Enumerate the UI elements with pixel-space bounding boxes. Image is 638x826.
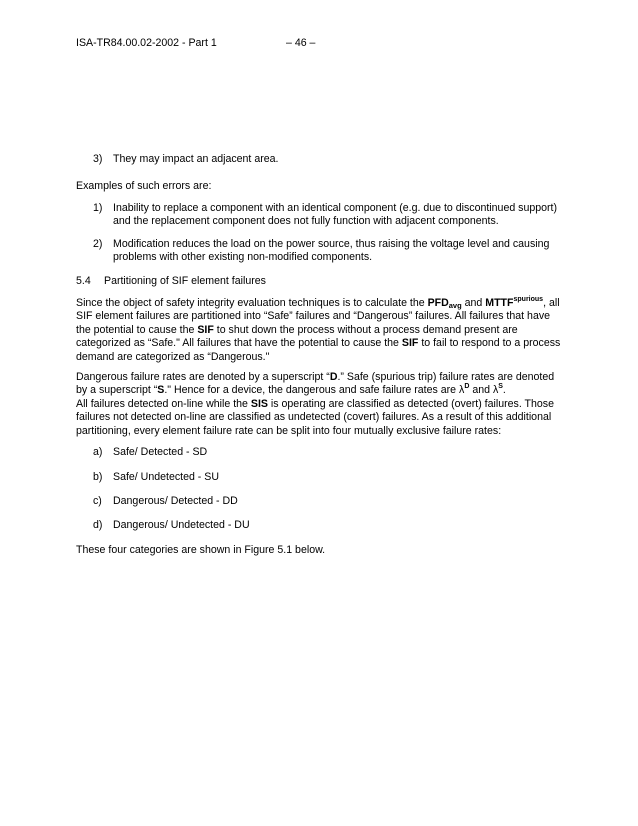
- lambda-symbol: λ: [492, 384, 499, 397]
- header-page-number: – 46 –: [286, 37, 316, 49]
- list-item-letter: d): [93, 519, 103, 531]
- section-title: Partitioning of SIF element failures: [104, 275, 266, 287]
- lambda-superscript: S: [498, 383, 503, 391]
- superscript-s-term: S: [157, 384, 165, 397]
- superscript-d-term: D: [329, 371, 338, 383]
- text-run: .: [502, 384, 506, 397]
- text-run: to fail to respond to a process demand are categorized as “Dangerous.": [76, 337, 561, 363]
- text-run: and: [469, 384, 493, 397]
- text-run: ." Hence for a device, the dangerous and safe failure rates are: [164, 384, 460, 397]
- sis-term: SIS: [250, 397, 268, 410]
- lambda-superscript: D: [464, 383, 470, 391]
- sif-term: SIF: [401, 337, 419, 350]
- pfd-term: PFD: [427, 297, 449, 309]
- text-run: All failures detected on-line while the: [76, 397, 251, 410]
- list-item-number: 1): [93, 202, 103, 214]
- text-run: , all SIF element failures are partitioned into “Safe” failures and “Dangerous” failures. All failures that have the potential to cause the: [76, 297, 560, 336]
- list-item-text: Dangerous/ Detected - DD: [113, 495, 238, 507]
- paragraph-partitioning: [76, 297, 566, 364]
- list-item-letter: b): [93, 471, 103, 483]
- list-item-text: Dangerous/ Undetected - DU: [113, 519, 250, 531]
- list-item-letter: a): [93, 446, 103, 458]
- header-doc-id: ISA-TR84.00.02-2002 - Part 1: [76, 37, 217, 49]
- sif-term: SIF: [197, 323, 214, 336]
- section-number: 5.4: [76, 275, 91, 287]
- list-item-number: 3): [93, 153, 103, 165]
- list-item-number: 2): [93, 238, 103, 250]
- list-item-text: Modification reduces the load on the power source, thus raising the voltage level and causing problems with other existing non-modified components.: [113, 238, 550, 264]
- list-item-text: They may impact an adjacent area.: [113, 153, 279, 165]
- paragraph-failure-rates: [76, 371, 566, 438]
- text-run: and: [461, 297, 486, 309]
- text-run: .” Safe (spurious trip) failure rates are denoted by a superscript “: [76, 371, 555, 397]
- text-run: Since the object of safety integrity evaluation techniques is to calculate the: [76, 297, 428, 309]
- examples-intro: Examples of such errors are:: [76, 180, 212, 192]
- pfd-subscript: avg: [448, 301, 462, 310]
- list-item-letter: c): [93, 495, 102, 507]
- mttf-superscript: spurious: [513, 296, 544, 303]
- mttf-term: MTTF: [485, 297, 514, 309]
- list-item-text: Safe/ Detected - SD: [113, 446, 208, 458]
- list-item-text: Inability to replace a component with an identical component (e.g. due to discontinued support) and the replacement component does not fully function with adjacent components.: [113, 202, 558, 228]
- text-run: Dangerous failure rates are denoted by a superscript “: [76, 371, 330, 383]
- list-item-text: Safe/ Undetected - SU: [113, 471, 219, 483]
- closing-sentence: These four categories are shown in Figure 5.1 below.: [76, 544, 326, 556]
- lambda-symbol: λ: [459, 384, 465, 397]
- text-run: to shut down the process without a process demand present are categorized as “Safe." All failures that have the potential to cause the: [76, 323, 518, 350]
- text-run: is operating are classified as detected (overt) failures. Those failures not detected on-line are classified as undetected (covert) failures. As a result of this additional partitioning, every element failure rate can be split into four mutually exclusive failure rates:: [76, 397, 554, 437]
